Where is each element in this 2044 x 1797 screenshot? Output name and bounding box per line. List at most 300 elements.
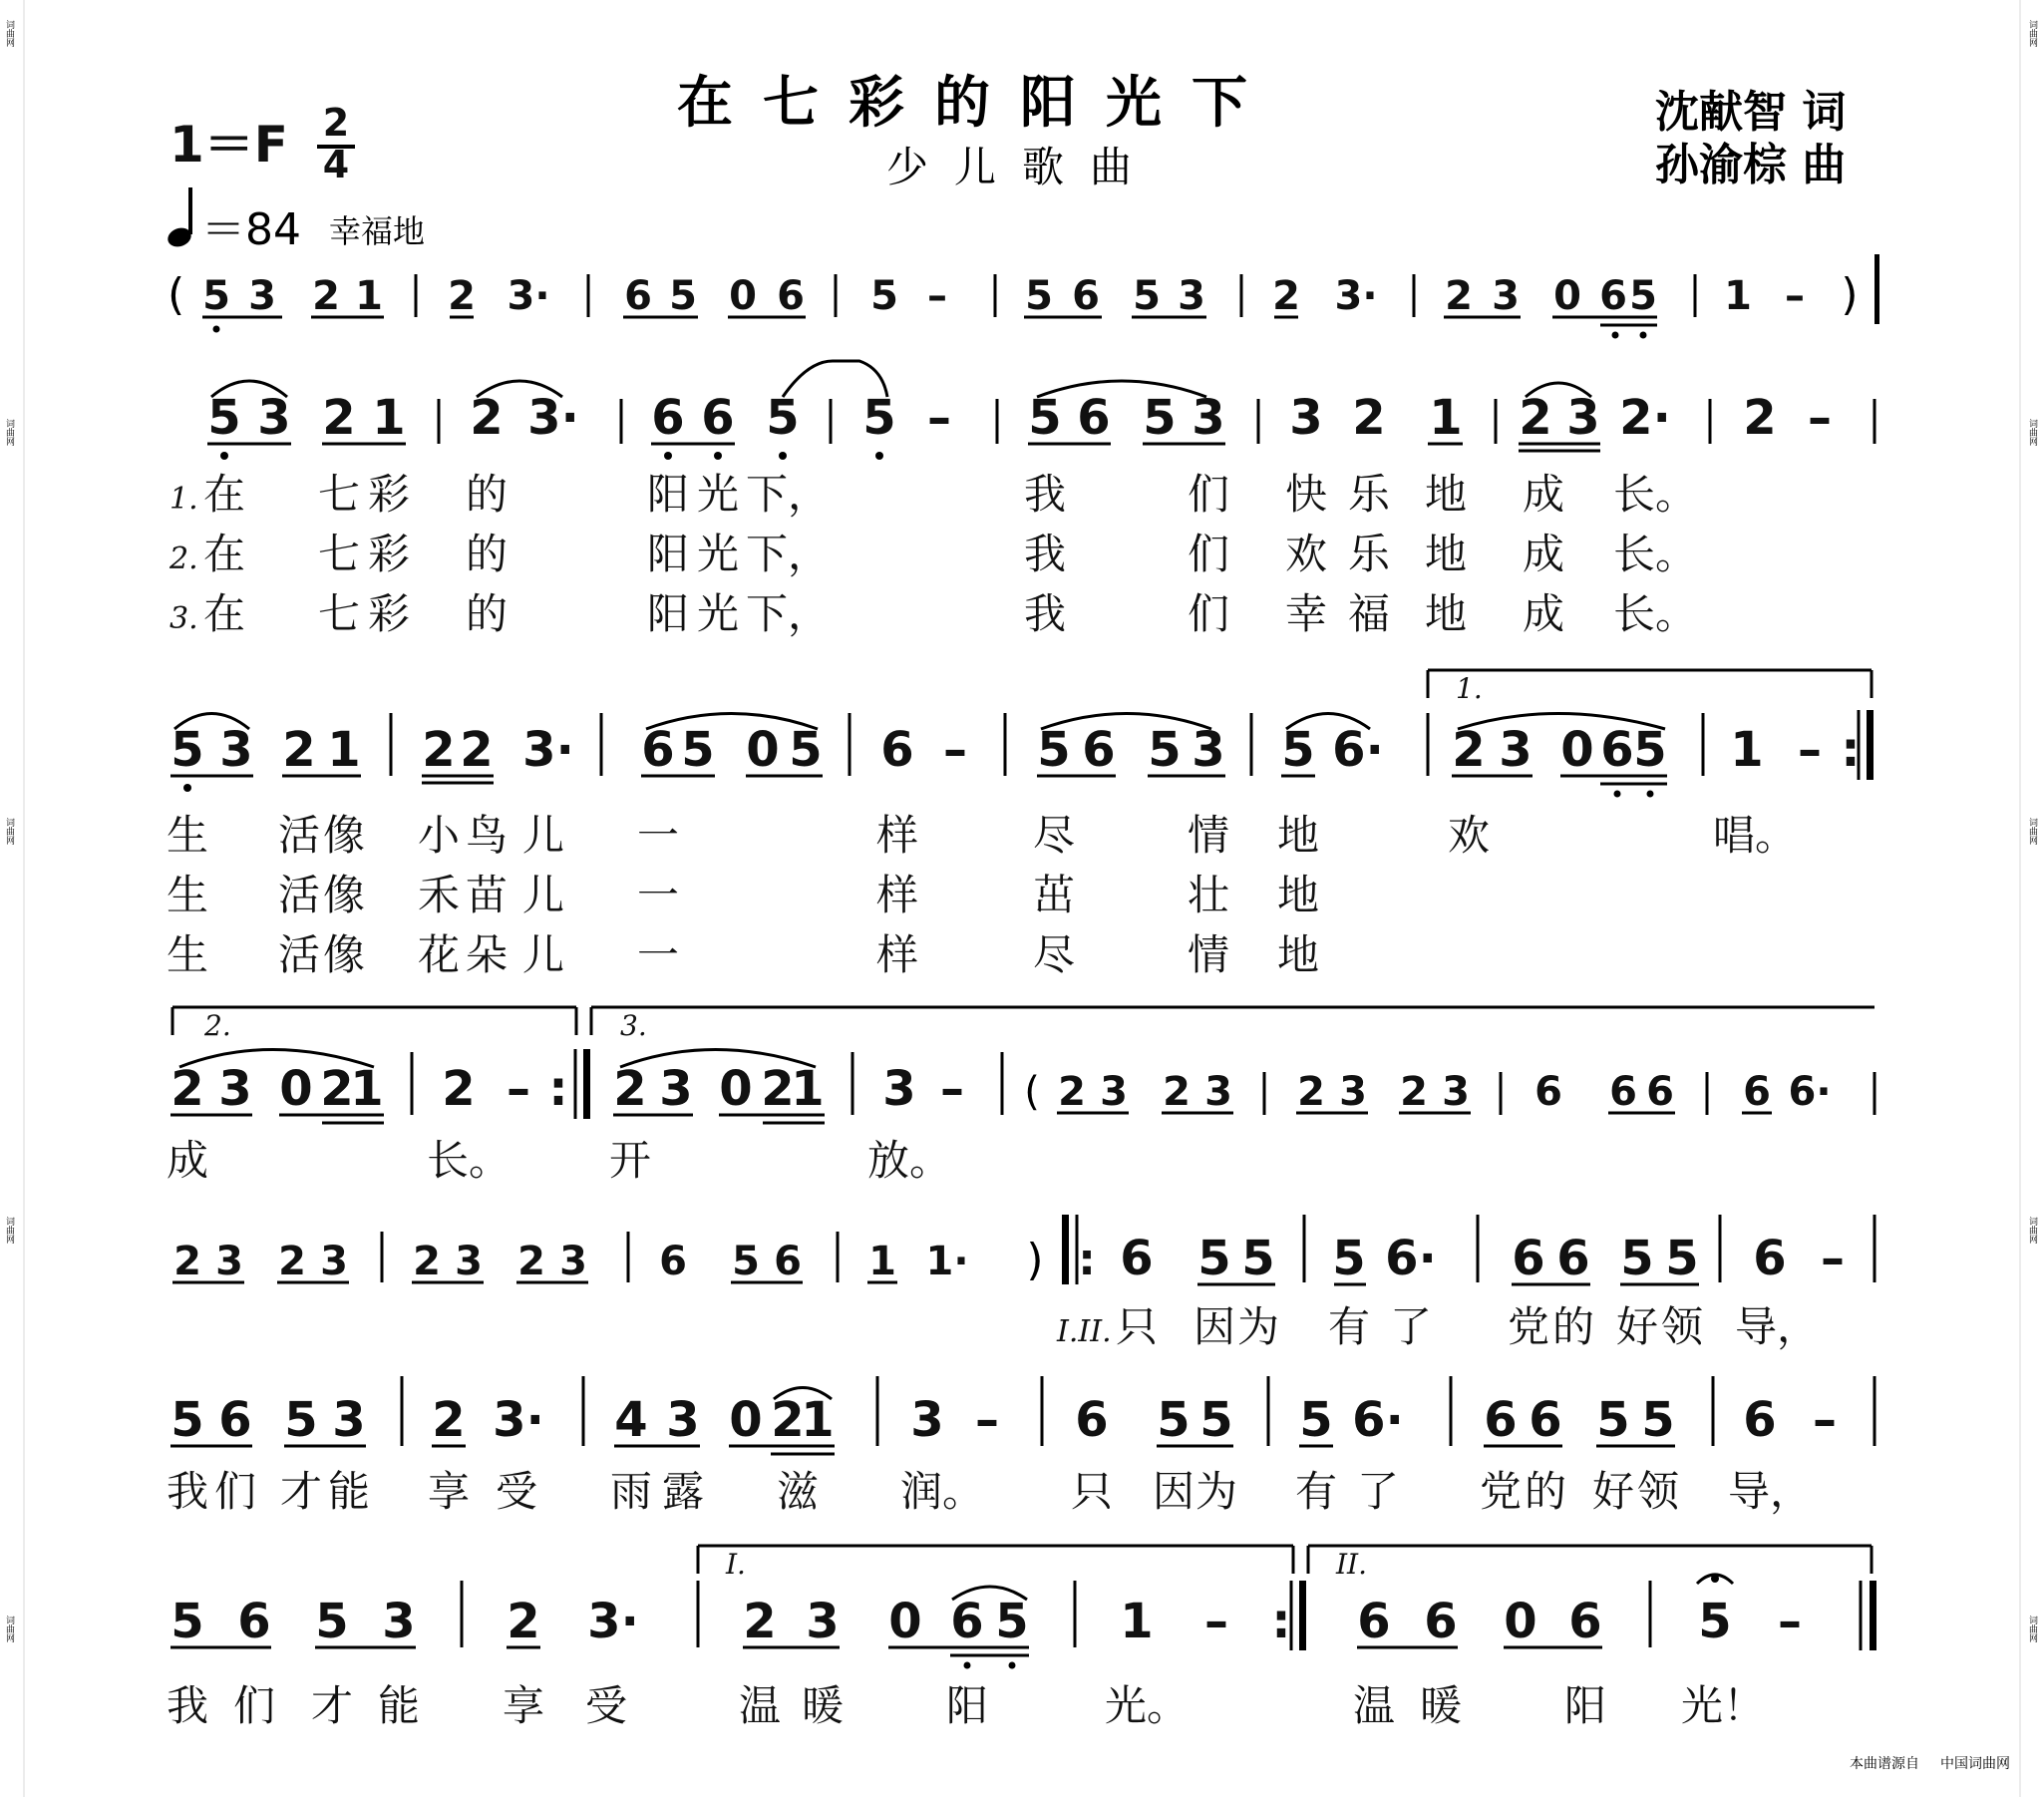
note: 1 (355, 273, 383, 319)
note: 5 (1629, 273, 1657, 319)
note: 1 (868, 1239, 896, 1284)
lyric: 党 (1479, 1467, 1523, 1516)
lyric: 七 (317, 530, 361, 578)
note: 5 (1157, 1392, 1191, 1448)
note: 3· (587, 1594, 639, 1649)
note: 3 (382, 1594, 416, 1649)
note: 2 (743, 1594, 777, 1649)
lyric: 长。 (1612, 530, 1698, 578)
lyric: 生 (166, 930, 209, 979)
lyric: 欢 (1284, 530, 1328, 578)
note: 2 (320, 1061, 354, 1117)
note: 6 (218, 1392, 252, 1448)
note: 5 (1037, 722, 1071, 778)
note: 3 (910, 1392, 944, 1448)
note: – (1204, 1594, 1228, 1649)
lyric: 能 (327, 1467, 371, 1516)
lyric: 地 (1276, 811, 1320, 860)
note: 5 (669, 273, 697, 319)
lyric: 样 (875, 811, 919, 860)
note: 2 (1297, 1069, 1325, 1115)
lyric: 因 (1152, 1467, 1195, 1516)
lyric: 为 (1194, 1467, 1238, 1516)
note: 3 (218, 1061, 252, 1117)
note: 5 (732, 1239, 760, 1284)
volta-label: 3. (620, 1009, 647, 1042)
lyric: 雨 (609, 1467, 653, 1516)
note: 5 (995, 1594, 1029, 1649)
lyric: 地 (1424, 530, 1468, 578)
watermark-text: 词曲网 (2027, 20, 2037, 47)
lyric: 儿 (521, 871, 565, 919)
lyric: 尽 (1032, 811, 1076, 860)
lyric: 地 (1276, 871, 1320, 919)
note: 3 (320, 1239, 348, 1284)
note: 5 (870, 273, 898, 319)
note: – (1785, 273, 1805, 319)
note: 2 (448, 273, 476, 319)
note: 5 (1028, 390, 1062, 446)
lyric: 们 (213, 1467, 257, 1516)
note: 3 (1492, 273, 1520, 319)
note: 5 (1641, 1392, 1675, 1448)
watermark-text: 词曲网 (4, 1217, 14, 1244)
note: 3 (1442, 1069, 1470, 1115)
lyric: 温 (738, 1681, 782, 1730)
note: 3 (257, 390, 291, 446)
lyric: 小 (417, 811, 461, 860)
lyric: 露 (661, 1467, 705, 1516)
note: 5 (170, 1392, 204, 1448)
lyric: 一 (636, 930, 680, 979)
note: 3 (806, 1594, 840, 1649)
quarter-note-icon (166, 187, 194, 250)
lyric: 党 (1507, 1302, 1550, 1351)
note: – (1778, 1594, 1802, 1649)
note: 6 (237, 1594, 271, 1649)
lyric: 儿 (521, 930, 565, 979)
lyric: 才 (310, 1681, 354, 1730)
note: 1 (801, 1392, 835, 1448)
note: 2 (413, 1239, 441, 1284)
lyric: 享 (502, 1681, 545, 1730)
watermark-text: 词曲网 (2027, 419, 2037, 446)
lyric: 有 (1327, 1302, 1371, 1351)
staff-row-4 (172, 1215, 1874, 1351)
note: 3 (1289, 390, 1323, 446)
note: 6 (1753, 1231, 1787, 1286)
lyric: 彩 (367, 589, 411, 638)
note: 2 (278, 1239, 306, 1284)
note: 3· (527, 390, 579, 446)
lyric: 才 (279, 1467, 323, 1516)
lyric: 活 (277, 811, 321, 860)
lyric: 放。 (866, 1136, 952, 1185)
time-signature-bottom: 4 (322, 143, 350, 186)
lyric: 阳 (646, 470, 690, 519)
lyric: 阳 (646, 530, 690, 578)
volta-label: 1. (1456, 672, 1483, 705)
note: 6 (1357, 1594, 1391, 1649)
staff-row-intro (168, 254, 1879, 339)
note: 3 (332, 1392, 366, 1448)
lyric: 像 (322, 930, 366, 979)
note: 1· (925, 1239, 969, 1284)
note: 6· (1788, 1069, 1832, 1115)
note: 2 (170, 1061, 204, 1117)
note: – (1813, 1392, 1837, 1448)
note: 5 (284, 1392, 318, 1448)
note: 5 (862, 390, 896, 446)
note: 3 (882, 1061, 916, 1117)
note: 0 (729, 1392, 763, 1448)
lyric: 壮 (1187, 871, 1230, 919)
note: – (927, 390, 951, 446)
lyric: 七 (317, 589, 361, 638)
lyric: 苗 (465, 871, 509, 919)
note: 3 (219, 722, 253, 778)
note: 2· (1619, 390, 1671, 446)
lyric: 像 (322, 871, 366, 919)
lyric: 光！ (1680, 1681, 1766, 1730)
lyric: 的 (465, 530, 509, 578)
staff-row-6 (167, 1546, 1876, 1730)
lyric: 成 (1522, 530, 1565, 578)
note: 6 (624, 273, 652, 319)
note: ) (1026, 1235, 1044, 1285)
note: 3 (1192, 390, 1225, 446)
lyric: 鸟 (465, 811, 509, 860)
note: 2 (432, 1392, 466, 1448)
lyric: 光 (696, 470, 740, 519)
note: 0 (888, 1594, 922, 1649)
lyric: 好 (1591, 1467, 1635, 1516)
note: 2 (460, 722, 494, 778)
note: ) (1841, 269, 1859, 320)
note: 5 (1633, 722, 1667, 778)
note: 3 (1178, 273, 1205, 319)
note: 5 (170, 722, 204, 778)
volta-label: I. (726, 1548, 746, 1581)
lyric: 下， (745, 470, 831, 519)
note: 6 (641, 722, 675, 778)
lyric: 朵 (465, 930, 509, 979)
lyric: 像 (322, 811, 366, 860)
verse-number: 1. (170, 482, 198, 517)
note: 6 (701, 390, 735, 446)
note: 3 (1499, 722, 1533, 778)
lyric: 我 (1023, 470, 1067, 519)
note: 6 (1568, 1594, 1602, 1649)
lyric: 领 (1660, 1302, 1704, 1351)
note: 5 (1025, 273, 1053, 319)
lyric: 乐 (1347, 530, 1391, 578)
note: 2 (1445, 273, 1473, 319)
note: 3 (215, 1239, 243, 1284)
staff-row-1 (169, 361, 1874, 638)
lyric: 情 (1187, 930, 1230, 979)
lyric: 暖 (801, 1681, 845, 1730)
lyric: 儿 (521, 811, 565, 860)
lyric: 的 (465, 470, 509, 519)
watermark-strip-left (4, 0, 24, 1797)
lyric: 的 (1551, 1302, 1595, 1351)
key-signature: 1＝F (170, 116, 288, 174)
lyric: 快 (1284, 470, 1328, 519)
lyric: 能 (377, 1681, 421, 1730)
lyric: 暖 (1419, 1681, 1463, 1730)
lyric: 们 (1187, 470, 1230, 519)
note: : (548, 1061, 568, 1117)
lyric: 情 (1187, 811, 1230, 860)
note: 6 (774, 1239, 802, 1284)
lyric: 地 (1424, 589, 1468, 638)
lyric: 彩 (367, 470, 411, 519)
note: 4 (614, 1392, 648, 1448)
note: 5 (681, 722, 715, 778)
note: 3 (659, 1061, 693, 1117)
staff-row-2 (167, 670, 1874, 979)
note: 3 (248, 273, 276, 319)
note: 1 (1120, 1594, 1154, 1649)
note: 6 (1609, 1069, 1637, 1115)
lyric: 为 (1236, 1302, 1280, 1351)
lyric: 有 (1294, 1467, 1338, 1516)
note: 6 (1424, 1594, 1458, 1649)
lyric: 长。 (1612, 589, 1698, 638)
staff-row-3 (167, 1007, 1874, 1185)
note: 2 (771, 1392, 805, 1448)
note: 2 (1743, 390, 1777, 446)
lyric: 只 (1115, 1302, 1159, 1351)
note: 5 (766, 390, 800, 446)
note: – (975, 1392, 999, 1448)
note: 5 (315, 1594, 349, 1649)
footer-site-link[interactable]: 中国词曲网 (1940, 1756, 2010, 1772)
volta-label: II. (1336, 1548, 1368, 1581)
lyric: 受 (584, 1681, 628, 1730)
lyric: 成 (1522, 470, 1565, 519)
note: 6 (1120, 1231, 1154, 1286)
lyric: 生 (166, 811, 209, 860)
note: 5 (1332, 1231, 1366, 1286)
note: 6 (1599, 273, 1627, 319)
note: 5 (202, 273, 230, 319)
lyric: 导， (1727, 1467, 1813, 1516)
note: 2 (507, 1594, 540, 1649)
note: 5 (1596, 1392, 1630, 1448)
note: 6 (1484, 1392, 1518, 1448)
note: – (507, 1061, 530, 1117)
lyric: 滋 (776, 1467, 820, 1516)
lyric: 了 (1356, 1467, 1400, 1516)
lyric: 乐 (1347, 470, 1391, 519)
note: 6· (1332, 722, 1384, 778)
note: 1 (327, 722, 361, 778)
watermark-strip-right (2020, 0, 2038, 1797)
lyric: 们 (1187, 530, 1230, 578)
note: 6 (1556, 1231, 1590, 1286)
note: 0 (1560, 722, 1594, 778)
note: 5 (1698, 1594, 1732, 1649)
note: 3· (1334, 273, 1378, 319)
watermark-text: 词曲网 (4, 20, 14, 47)
time-signature-top: 2 (322, 101, 350, 145)
note: 3 (666, 1392, 700, 1448)
note: – (943, 722, 967, 778)
note: 6 (777, 273, 805, 319)
lyric: 只 (1070, 1467, 1114, 1516)
note: 0 (279, 1061, 313, 1117)
note: 6 (1534, 1069, 1562, 1115)
lyric: 光 (696, 589, 740, 638)
lyric: 在 (202, 530, 246, 578)
lyric: 在 (202, 589, 246, 638)
note: 6 (880, 722, 914, 778)
note: 5 (1241, 1231, 1275, 1286)
note: 2 (282, 722, 316, 778)
lyric: 一 (636, 871, 680, 919)
lyric: 的 (465, 589, 509, 638)
note: 2 (761, 1061, 795, 1117)
lyric: 我 (1023, 589, 1067, 638)
note: 3 (1192, 722, 1225, 778)
lyric: 禾 (417, 871, 461, 919)
verse-number: 2. (170, 541, 198, 576)
watermark-text: 词曲网 (2027, 1616, 2037, 1642)
note: 6· (1385, 1231, 1437, 1286)
note: 2 (442, 1061, 476, 1117)
note: 1 (1429, 390, 1463, 446)
lyric: 的 (1524, 1467, 1567, 1516)
note: ( (1024, 1069, 1040, 1115)
note: 2 (1272, 273, 1300, 319)
note: 2 (517, 1239, 545, 1284)
note: 6 (1646, 1069, 1674, 1115)
footer-source-label: 本曲谱源自 (1850, 1756, 1919, 1772)
note: 6 (1529, 1392, 1562, 1448)
note: 6 (950, 1594, 984, 1649)
song-subtitle: 少儿歌曲 (885, 143, 1159, 191)
note: 5 (1665, 1231, 1699, 1286)
note: ( (168, 269, 185, 320)
lyric: 阳 (646, 589, 690, 638)
note: 2 (1163, 1069, 1191, 1115)
lyric: 欢 (1447, 811, 1491, 860)
lyric: 受 (495, 1467, 538, 1516)
note: 0 (729, 273, 757, 319)
note: 5 (1199, 1392, 1233, 1448)
lyric: 活 (277, 871, 321, 919)
watermark-text: 词曲网 (2027, 818, 2037, 845)
lyric: 润。 (899, 1467, 985, 1516)
note: 2 (322, 390, 356, 446)
lyric: 七 (317, 470, 361, 519)
watermark-text: 词曲网 (2027, 1217, 2037, 1244)
note: 2 (470, 390, 504, 446)
note: : (1841, 722, 1861, 778)
note: 3· (493, 1392, 544, 1448)
note: 1 (1730, 722, 1764, 778)
lyric: 尽 (1032, 930, 1076, 979)
note: 2 (613, 1061, 647, 1117)
composer-credit: 孙渝棕 曲 (1655, 140, 1847, 190)
lyric: 福 (1347, 589, 1391, 638)
lyric: 活 (277, 930, 321, 979)
lyric: 花 (417, 930, 461, 979)
note: – (1798, 722, 1822, 778)
lyric: 长。 (1612, 470, 1698, 519)
verse-number: I.II. (1057, 1314, 1112, 1349)
lyric: 我 (166, 1681, 209, 1730)
note: 6 (659, 1239, 687, 1284)
note: 5 (1143, 390, 1177, 446)
note: 5 (1133, 273, 1161, 319)
note: 6 (1600, 722, 1634, 778)
lyric: 导， (1734, 1302, 1820, 1351)
watermark-text: 词曲网 (4, 419, 14, 446)
lyric: 一 (636, 811, 680, 860)
note: 3 (1204, 1069, 1232, 1115)
note: 5 (207, 390, 241, 446)
lyric: 我 (1023, 530, 1067, 578)
volta-label: 2. (204, 1009, 231, 1042)
note: 6 (1077, 390, 1111, 446)
note: 1 (1724, 273, 1752, 319)
note: 6 (1072, 273, 1100, 319)
lyric: 下， (745, 589, 831, 638)
lyric: 好 (1615, 1302, 1659, 1351)
note: – (927, 273, 947, 319)
note: 6 (1743, 1069, 1771, 1115)
note: 2 (1400, 1069, 1428, 1115)
lyric: 们 (232, 1681, 276, 1730)
tempo-value: ＝84 (201, 204, 301, 255)
note: 3 (559, 1239, 587, 1284)
lyric: 了 (1389, 1302, 1433, 1351)
note: 5 (1281, 722, 1315, 778)
watermark-text: 词曲网 (4, 1616, 14, 1642)
lyric: 开 (608, 1136, 652, 1185)
lyric: 茁 (1032, 871, 1076, 919)
lyric: 彩 (367, 530, 411, 578)
lyric: 成 (1522, 589, 1565, 638)
note: 5 (1299, 1392, 1333, 1448)
note: : (1271, 1594, 1291, 1649)
lyric: 成 (166, 1136, 209, 1185)
lyric: 我 (166, 1467, 209, 1516)
note: 0 (746, 722, 780, 778)
note: 0 (1504, 1594, 1537, 1649)
note: 6· (1352, 1392, 1404, 1448)
lyric: 享 (427, 1467, 471, 1516)
note: 2 (312, 273, 340, 319)
song-title: 在七彩的阳光下 (677, 71, 1277, 136)
note: 6 (1075, 1392, 1109, 1448)
lyric: 下， (745, 530, 831, 578)
watermark-text: 词曲网 (4, 818, 14, 845)
note: 3· (522, 722, 574, 778)
lyric: 在 (202, 470, 246, 519)
note: 2 (422, 722, 456, 778)
note: 6 (651, 390, 685, 446)
note: – (940, 1061, 964, 1117)
note: 1 (350, 1061, 384, 1117)
note: 2 (1058, 1069, 1086, 1115)
lyric: 地 (1424, 470, 1468, 519)
note: 3 (455, 1239, 483, 1284)
note: 5 (1148, 722, 1182, 778)
